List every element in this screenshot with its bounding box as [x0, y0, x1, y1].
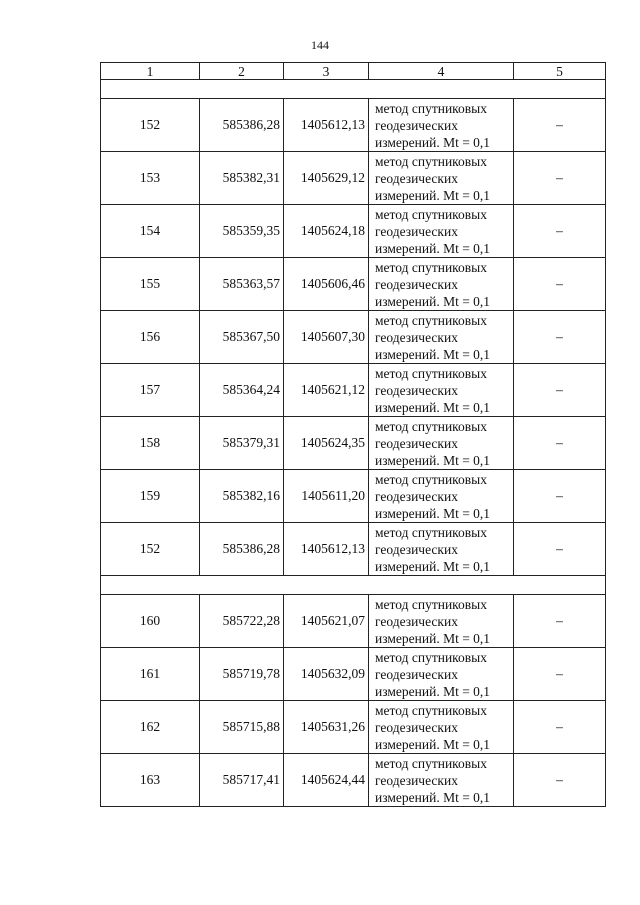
method-line: измерений. Mt = 0,1 [375, 452, 491, 468]
method-description [369, 523, 514, 576]
method-line: измерений. Mt = 0,1 [375, 683, 491, 699]
method-line: измерений. Mt = 0,1 [375, 187, 491, 203]
method-description [369, 754, 514, 807]
x-coordinate: 585382,16 [200, 470, 284, 523]
method-line: метод спутниковых [375, 471, 487, 487]
table-row [101, 648, 606, 701]
point-number: 160 [101, 595, 200, 648]
method-line: геодезических [375, 772, 458, 788]
method-line: метод спутниковых [375, 649, 487, 665]
column-header: 5 [514, 63, 606, 80]
y-coordinate: 1405631,26 [284, 701, 369, 754]
method-line: геодезических [375, 719, 458, 735]
point-number: 161 [101, 648, 200, 701]
method-line: метод спутниковых [375, 524, 487, 540]
y-coordinate: 1405607,30 [284, 311, 369, 364]
point-number: 154 [101, 205, 200, 258]
separator-cell [101, 80, 606, 99]
y-coordinate: 1405612,13 [284, 99, 369, 152]
x-coordinate: 585386,28 [200, 523, 284, 576]
y-coordinate: 1405612,13 [284, 523, 369, 576]
method-description [369, 364, 514, 417]
method-description [369, 595, 514, 648]
table-row [101, 470, 606, 523]
point-number: 156 [101, 311, 200, 364]
table-row [101, 205, 606, 258]
point-number: 153 [101, 152, 200, 205]
y-coordinate: 1405632,09 [284, 648, 369, 701]
page-number: 144 [311, 38, 329, 52]
method-line: метод спутниковых [375, 259, 487, 275]
table-row [101, 152, 606, 205]
point-number: 158 [101, 417, 200, 470]
method-line: метод спутниковых [375, 418, 487, 434]
x-coordinate: 585722,28 [200, 595, 284, 648]
column-header: 3 [284, 63, 369, 80]
x-coordinate: 585367,50 [200, 311, 284, 364]
note-cell: – [514, 364, 606, 417]
method-line: геодезических [375, 276, 458, 292]
method-line: геодезических [375, 223, 458, 239]
x-coordinate: 585719,78 [200, 648, 284, 701]
note-cell: – [514, 595, 606, 648]
method-line: геодезических [375, 329, 458, 345]
point-number: 152 [101, 523, 200, 576]
method-description [369, 205, 514, 258]
note-cell: – [514, 523, 606, 576]
method-line: измерений. Mt = 0,1 [375, 399, 491, 415]
method-description [369, 258, 514, 311]
method-line: метод спутниковых [375, 596, 487, 612]
method-line: геодезических [375, 170, 458, 186]
table-row [101, 311, 606, 364]
y-coordinate: 1405624,18 [284, 205, 369, 258]
method-description [369, 99, 514, 152]
method-line: измерений. Mt = 0,1 [375, 789, 491, 805]
y-coordinate: 1405606,46 [284, 258, 369, 311]
table-row [101, 99, 606, 152]
table-row [101, 417, 606, 470]
column-header: 1 [101, 63, 200, 80]
method-line: метод спутниковых [375, 365, 487, 381]
y-coordinate: 1405624,35 [284, 417, 369, 470]
method-description [369, 417, 514, 470]
coordinates-table [100, 62, 606, 807]
note-cell: – [514, 470, 606, 523]
x-coordinate: 585715,88 [200, 701, 284, 754]
method-line: метод спутниковых [375, 755, 487, 771]
x-coordinate: 585363,57 [200, 258, 284, 311]
method-line: измерений. Mt = 0,1 [375, 240, 491, 256]
x-coordinate: 585359,35 [200, 205, 284, 258]
table-row [101, 595, 606, 648]
method-line: геодезических [375, 435, 458, 451]
note-cell: – [514, 99, 606, 152]
method-description [369, 152, 514, 205]
method-line: измерений. Mt = 0,1 [375, 293, 491, 309]
point-number: 163 [101, 754, 200, 807]
note-cell: – [514, 311, 606, 364]
x-coordinate: 585379,31 [200, 417, 284, 470]
table-row [101, 754, 606, 807]
method-line: геодезических [375, 488, 458, 504]
method-line: геодезических [375, 382, 458, 398]
method-line: метод спутниковых [375, 153, 487, 169]
method-line: геодезических [375, 541, 458, 557]
note-cell: – [514, 648, 606, 701]
table-row [101, 364, 606, 417]
method-line: измерений. Mt = 0,1 [375, 134, 491, 150]
point-number: 152 [101, 99, 200, 152]
y-coordinate: 1405621,12 [284, 364, 369, 417]
y-coordinate: 1405629,12 [284, 152, 369, 205]
method-description [369, 648, 514, 701]
column-header: 2 [200, 63, 284, 80]
method-line: геодезических [375, 117, 458, 133]
method-line: измерений. Mt = 0,1 [375, 346, 491, 362]
column-header: 4 [369, 63, 514, 80]
note-cell: – [514, 701, 606, 754]
note-cell: – [514, 205, 606, 258]
point-number: 162 [101, 701, 200, 754]
method-line: измерений. Mt = 0,1 [375, 505, 491, 521]
x-coordinate: 585382,31 [200, 152, 284, 205]
method-line: измерений. Mt = 0,1 [375, 736, 491, 752]
table-row [101, 523, 606, 576]
method-description [369, 470, 514, 523]
point-number: 155 [101, 258, 200, 311]
method-line: метод спутниковых [375, 702, 487, 718]
note-cell: – [514, 258, 606, 311]
table-row [101, 258, 606, 311]
method-description [369, 701, 514, 754]
point-number: 159 [101, 470, 200, 523]
note-cell: – [514, 152, 606, 205]
point-number: 157 [101, 364, 200, 417]
x-coordinate: 585364,24 [200, 364, 284, 417]
y-coordinate: 1405621,07 [284, 595, 369, 648]
note-cell: – [514, 754, 606, 807]
y-coordinate: 1405624,44 [284, 754, 369, 807]
separator-cell [101, 576, 606, 595]
x-coordinate: 585717,41 [200, 754, 284, 807]
contour-separator-row [101, 80, 606, 99]
method-line: метод спутниковых [375, 100, 487, 116]
method-description [369, 311, 514, 364]
y-coordinate: 1405611,20 [284, 470, 369, 523]
method-line: метод спутниковых [375, 312, 487, 328]
method-line: измерений. Mt = 0,1 [375, 630, 491, 646]
method-line: геодезических [375, 613, 458, 629]
method-line: метод спутниковых [375, 206, 487, 222]
note-cell: – [514, 417, 606, 470]
x-coordinate: 585386,28 [200, 99, 284, 152]
method-line: измерений. Mt = 0,1 [375, 558, 491, 574]
method-line: геодезических [375, 666, 458, 682]
header-row [101, 63, 606, 80]
table-row [101, 701, 606, 754]
contour-separator-row [101, 576, 606, 595]
